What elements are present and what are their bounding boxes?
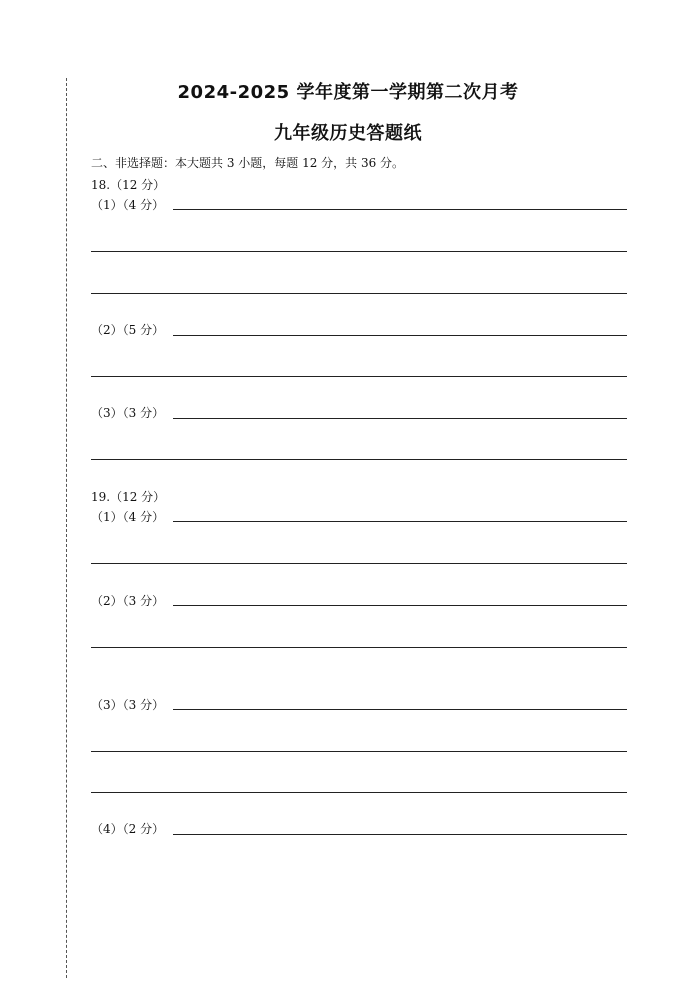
page-title: 2024-2025 学年度第一学期第二次月考 [177, 82, 519, 103]
q18-part1-label: （1）（4 分） [91, 198, 165, 212]
q19-part2-label: （2）（3 分） [91, 594, 165, 608]
q19-part4-label: （4）（2 分） [91, 822, 165, 836]
q18-part2-answer-line-1[interactable] [173, 335, 627, 336]
q19-part1-label: （1）（4 分） [91, 510, 165, 524]
q18-part1-answer-line-2[interactable] [91, 251, 627, 252]
q18-part3-answer-line-2[interactable] [91, 459, 627, 460]
binding-dashed-line [66, 78, 67, 978]
q19-part3-answer-line-1[interactable] [173, 709, 627, 710]
q19-part1-answer-line-2[interactable] [91, 563, 627, 564]
question-19-heading: 19.（12 分） [91, 490, 166, 504]
q18-part1-answer-line-3[interactable] [91, 293, 627, 294]
page-subtitle: 九年级历史答题纸 [274, 123, 422, 144]
section-instructions: 二、非选择题：本大题共 3 小题，每题 12 分，共 36 分。 [91, 156, 405, 170]
q19-part3-answer-line-3[interactable] [91, 792, 627, 793]
q18-part2-answer-line-2[interactable] [91, 376, 627, 377]
q19-part2-answer-line-1[interactable] [173, 605, 627, 606]
q19-part2-answer-line-2[interactable] [91, 647, 627, 648]
q18-part3-answer-line-1[interactable] [173, 418, 627, 419]
q19-part3-answer-line-2[interactable] [91, 751, 627, 752]
q18-part2-label: （2）（5 分） [91, 323, 165, 337]
q18-part3-label: （3）（3 分） [91, 406, 165, 420]
q19-part3-label: （3）（3 分） [91, 698, 165, 712]
q18-part1-answer-line-1[interactable] [173, 209, 627, 210]
q19-part1-answer-line-1[interactable] [173, 521, 627, 522]
question-18-heading: 18.（12 分） [91, 178, 166, 192]
q19-part4-answer-line-1[interactable] [173, 834, 627, 835]
